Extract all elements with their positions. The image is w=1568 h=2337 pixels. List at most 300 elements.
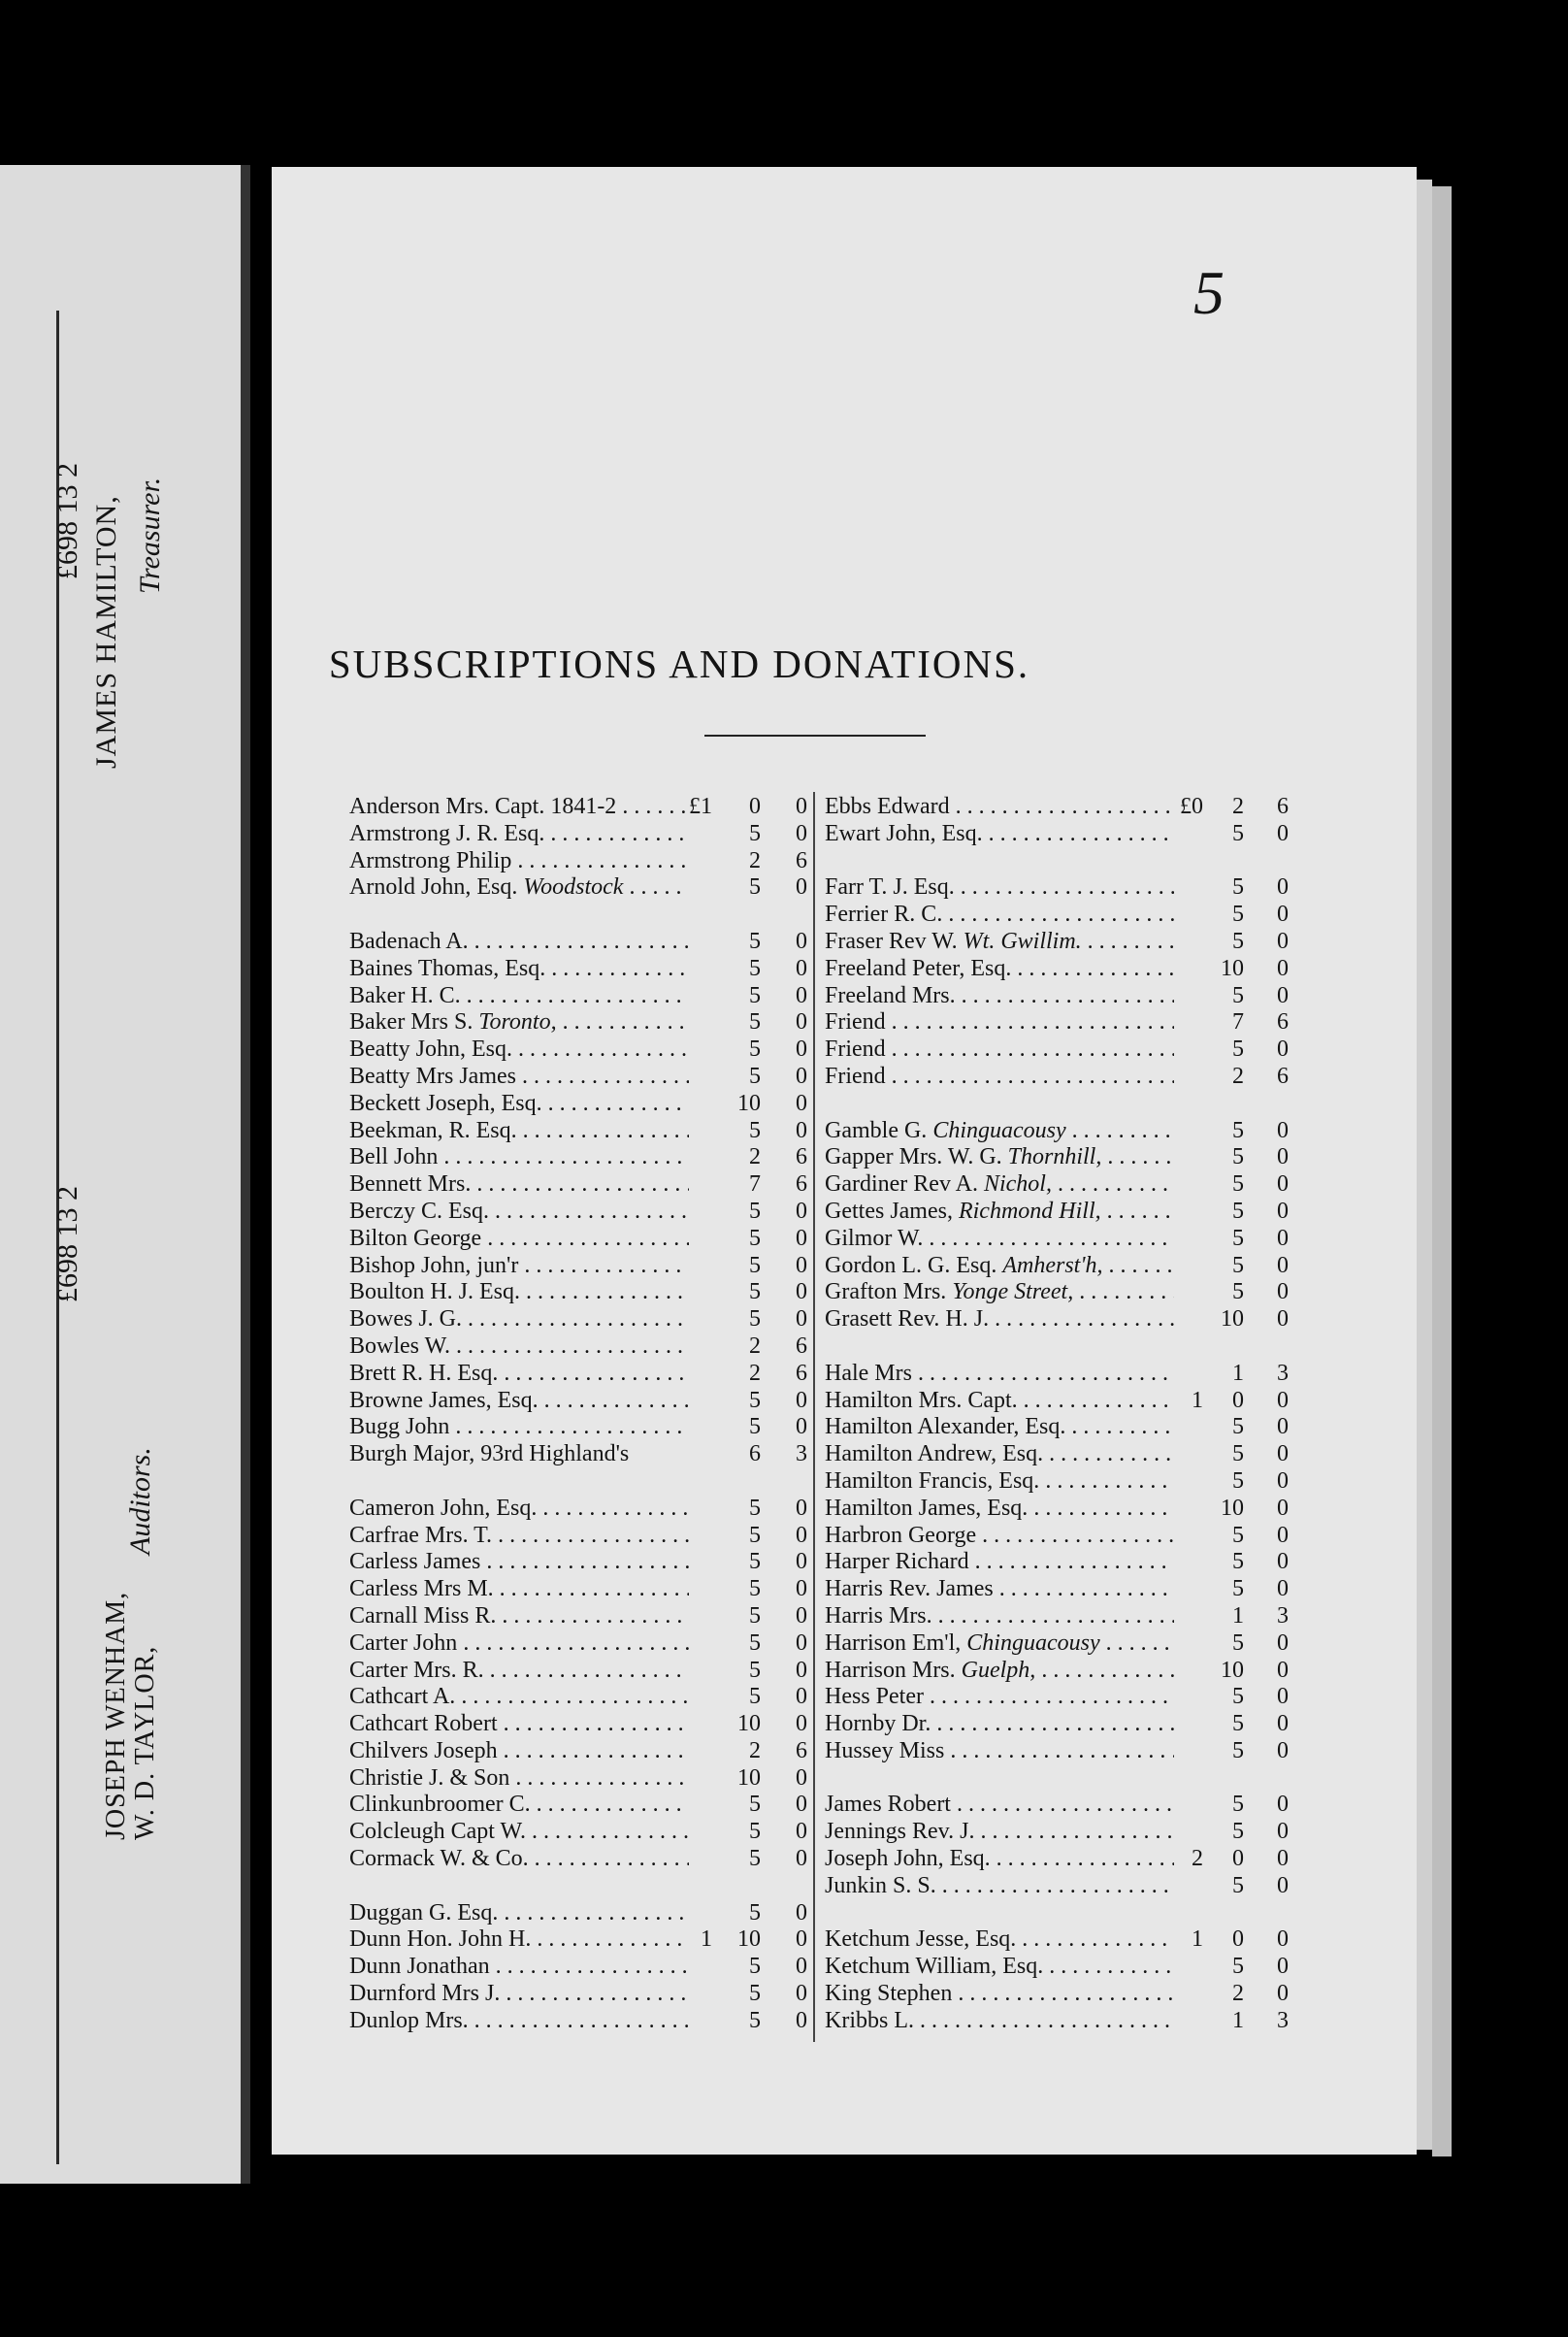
subscriber-name [825, 1792, 1174, 1819]
name-text: Carfrae Mrs. T. [349, 1522, 493, 1548]
amount-pence: 0 [796, 1792, 807, 1818]
list-item [349, 1037, 807, 1064]
name-text: Durnford Mrs J. [349, 1981, 501, 2007]
amount-pounds [1174, 929, 1203, 956]
spacer [825, 848, 1289, 875]
subscriber-name [825, 1064, 1174, 1091]
amount-pounds [689, 1549, 712, 1576]
list-item [349, 1549, 807, 1576]
subscriber-name [825, 1279, 1174, 1306]
list-item [349, 1981, 807, 2008]
place-text: Yonge Street, [952, 1279, 1074, 1305]
amount-pence: 0 [1277, 1037, 1289, 1063]
amount-pence: 0 [1277, 928, 1289, 954]
amount-pence: 0 [796, 1117, 807, 1143]
amount-pounds [1174, 1009, 1203, 1037]
place-text: Woodstock [523, 874, 624, 901]
subscriber-name [825, 1171, 1174, 1199]
amount-pence: 3 [1277, 1602, 1289, 1629]
amount-shillings: 5 [1232, 1414, 1244, 1440]
amount-pounds [689, 1441, 712, 1468]
list-item [825, 1549, 1289, 1576]
amount-pence: 0 [1277, 820, 1289, 846]
amount-shillings: 5 [749, 1225, 761, 1251]
amount-pounds [689, 1738, 712, 1765]
amount-pence: 0 [796, 1764, 807, 1791]
list-item [825, 1926, 1289, 1954]
amount-shillings: 5 [1232, 1252, 1244, 1278]
subscriber-name [349, 1738, 689, 1765]
amount-pence: 0 [1277, 1629, 1289, 1656]
amount-pounds: £1 [689, 794, 712, 819]
subscriber-name [825, 1684, 1174, 1711]
amount-shillings: 5 [749, 1899, 761, 1926]
spacer [825, 1900, 1289, 1927]
name-text: Farr T. J. Esq. [825, 874, 955, 901]
amount-shillings: 5 [749, 1576, 761, 1602]
list-item [349, 1711, 807, 1738]
subscriber-name [349, 1009, 689, 1037]
name-text: Bugg John [349, 1414, 450, 1440]
list-item [349, 1658, 807, 1685]
name-text: Bell John [349, 1144, 439, 1170]
name-text: Ferrier R. C. [825, 902, 943, 928]
amount-pence: 0 [796, 955, 807, 981]
spacer [349, 1873, 807, 1900]
amount-pounds [1174, 1684, 1203, 1711]
name-text: Hale Mrs [825, 1360, 912, 1386]
name-text: Carter Mrs. R. [349, 1657, 484, 1683]
spacer [825, 1091, 1289, 1118]
list-item [349, 1846, 807, 1873]
subscriber-name [349, 1846, 689, 1873]
name-text: Ketchum William, Esq. [825, 1954, 1044, 1980]
amount-pence: 0 [1277, 1279, 1289, 1305]
amount-shillings: 6 [749, 1441, 761, 1467]
subscriber-name [349, 1064, 689, 1091]
amount-pounds [1174, 1306, 1203, 1333]
amount-pence: 0 [1277, 1549, 1289, 1575]
place-text: Toronto, [478, 1009, 557, 1036]
amount-shillings: 2 [1232, 1063, 1244, 1089]
subscriber-name [349, 1144, 689, 1171]
amount-pounds: £0 [1180, 794, 1203, 819]
amount-pounds [1174, 1118, 1203, 1145]
name-text: Hess Peter [825, 1684, 924, 1710]
amount-pence: 0 [796, 1657, 807, 1683]
list-item [825, 1441, 1289, 1468]
list-item [349, 1064, 807, 1091]
amount-pence: 0 [796, 1037, 807, 1063]
spacer [349, 1468, 807, 1496]
list-item [349, 956, 807, 983]
name-text: Carter John [349, 1629, 458, 1656]
amount-shillings: 10 [1221, 1495, 1244, 1521]
subscriber-name [825, 1144, 1174, 1171]
list-item [349, 983, 807, 1010]
subscriber-name [349, 1091, 689, 1118]
amount-pence: 0 [1277, 1872, 1289, 1898]
amount-pence: 0 [796, 1225, 807, 1251]
amount-pence: 0 [1277, 1387, 1289, 1413]
name-text: Ketchum Jesse, Esq. [825, 1926, 1017, 1953]
amount-shillings: 2 [1232, 1981, 1244, 2007]
amount-pence: 0 [796, 1279, 807, 1305]
list-item [825, 1603, 1289, 1630]
subscriber-name [349, 794, 689, 821]
name-text: Junkin S. S. [825, 1872, 936, 1898]
name-text: Duggan G. Esq. [349, 1899, 499, 1926]
subscriber-name [825, 1981, 1174, 2008]
amount-pounds [1174, 1523, 1203, 1550]
amount-pence: 0 [796, 1387, 807, 1413]
amount-shillings: 10 [737, 1711, 761, 1737]
amount-pence: 0 [796, 1629, 807, 1656]
amount-pence: 0 [796, 794, 807, 819]
name-text: Hamilton Alexander, Esq. [825, 1414, 1066, 1440]
amount-pence: 0 [1277, 1441, 1289, 1467]
amount-pence: 0 [1277, 955, 1289, 981]
amount-shillings: 5 [1232, 1549, 1244, 1575]
amount-shillings: 5 [749, 955, 761, 981]
list-item [349, 1279, 807, 1306]
name-text: Cathcart A. [349, 1684, 456, 1710]
amount-pounds [689, 1306, 712, 1333]
list-item [825, 821, 1289, 848]
amount-shillings: 5 [749, 1279, 761, 1305]
amount-pounds [1174, 874, 1203, 902]
list-item [349, 1199, 807, 1226]
amount-pounds [689, 929, 712, 956]
list-item [349, 821, 807, 848]
place-text: Amherst'h, [1002, 1252, 1103, 1278]
amount-shillings: 10 [1221, 1306, 1244, 1333]
name-text: Badenach A. [349, 928, 469, 954]
list-item [825, 1468, 1289, 1496]
amount-shillings: 0 [749, 794, 761, 819]
amount-pence: 0 [1277, 1711, 1289, 1737]
amount-pounds [689, 1226, 712, 1253]
amount-pounds [689, 1711, 712, 1738]
subscriber-name [349, 1414, 689, 1441]
amount-pounds [689, 1523, 712, 1550]
subscriber-name [349, 1388, 689, 1415]
subscriber-name [349, 1549, 689, 1576]
amount-pounds [689, 1253, 712, 1280]
subscriber-name [825, 1361, 1174, 1388]
name-text: Colcleugh Capt W. [349, 1819, 526, 1845]
amount-shillings: 5 [749, 1602, 761, 1629]
amount-shillings: 5 [749, 928, 761, 954]
subscriber-name [825, 1523, 1174, 1550]
amount-shillings: 2 [749, 1333, 761, 1359]
amount-shillings: 5 [749, 1819, 761, 1845]
amount-pounds [689, 1388, 712, 1415]
subscriber-name [825, 1819, 1174, 1846]
amount-pounds [1174, 1738, 1203, 1765]
amount-pounds [1174, 1226, 1203, 1253]
name-text: Harris Rev. James [825, 1576, 994, 1602]
amount-pounds [1174, 1549, 1203, 1576]
amount-pounds [689, 1064, 712, 1091]
name-text: Baker Mrs S. [349, 1009, 474, 1036]
amount-shillings: 5 [749, 1414, 761, 1440]
name-text: Dunn Hon. John H. [349, 1926, 532, 1953]
list-item [825, 1037, 1289, 1064]
amount-pence: 6 [1277, 794, 1289, 819]
amount-pounds [689, 821, 712, 848]
subscriber-list-left [349, 794, 807, 2035]
amount-shillings: 0 [1232, 1926, 1244, 1953]
name-text: Beckett Joseph, Esq. [349, 1090, 542, 1116]
amount-shillings: 10 [737, 1090, 761, 1116]
amount-pounds: 1 [1192, 1926, 1203, 1953]
page-mark: 5 [1193, 258, 1225, 327]
list-item [825, 1630, 1289, 1658]
name-text: Beatty John, Esq. [349, 1037, 512, 1063]
subscriber-name [825, 1253, 1174, 1280]
list-item [349, 1738, 807, 1765]
subscriber-name [825, 2008, 1174, 2035]
subscriber-name [349, 1279, 689, 1306]
name-text: Bilton George [349, 1225, 482, 1251]
amount-pounds [1174, 1873, 1203, 1900]
subscriber-name [825, 1009, 1174, 1037]
amount-pence: 6 [796, 847, 807, 873]
list-item [825, 1361, 1289, 1388]
name-text: Beekman, R. Esq. [349, 1117, 517, 1143]
amount-pounds [1174, 1468, 1203, 1496]
amount-shillings: 5 [1232, 1279, 1244, 1305]
subscriber-name [825, 1846, 1174, 1873]
facing-page [0, 165, 250, 2184]
subscriber-name [349, 1199, 689, 1226]
list-item [349, 1496, 807, 1523]
amount-shillings: 5 [1232, 982, 1244, 1008]
name-text: Gettes James, [825, 1198, 953, 1224]
subscriber-name [349, 1306, 689, 1333]
name-text: Bowles W. [349, 1333, 451, 1359]
amount-pence: 0 [1277, 1576, 1289, 1602]
subscriber-name [825, 1468, 1174, 1496]
auditor-total: £698 13 2 [51, 1186, 83, 1302]
subscriber-name [349, 1441, 689, 1468]
amount-shillings: 10 [737, 1926, 761, 1953]
amount-pence: 0 [796, 2007, 807, 2033]
amount-pence: 0 [1277, 1846, 1289, 1872]
amount-shillings: 5 [1232, 1792, 1244, 1818]
subscriber-name [349, 929, 689, 956]
name-text: Gapper Mrs. W. G. [825, 1144, 1002, 1170]
name-text: Gardiner Rev A. [825, 1171, 978, 1198]
name-text: Carless James [349, 1549, 481, 1575]
name-text: Dunlop Mrs. [349, 2007, 469, 2033]
amount-pounds [689, 1091, 712, 1118]
list-item [825, 1576, 1289, 1603]
amount-pounds [1174, 1711, 1203, 1738]
list-item [825, 956, 1289, 983]
amount-pence: 0 [796, 1926, 807, 1953]
subscriber-name [825, 1414, 1174, 1441]
amount-pounds [689, 1819, 712, 1846]
amount-pounds [1174, 983, 1203, 1010]
amount-shillings: 2 [749, 1360, 761, 1386]
amount-pence: 0 [796, 1522, 807, 1548]
name-text: Carless Mrs M. [349, 1576, 494, 1602]
name-text: Harper Richard [825, 1549, 969, 1575]
amount-pounds [1174, 1361, 1203, 1388]
amount-pence: 0 [1277, 1684, 1289, 1710]
list-item [825, 1819, 1289, 1846]
list-item [349, 1523, 807, 1550]
list-item [825, 874, 1289, 902]
list-item [349, 929, 807, 956]
subscriber-name [349, 1171, 689, 1199]
subscriber-name [825, 1306, 1174, 1333]
amount-pounds: 2 [1192, 1846, 1203, 1872]
amount-pounds [1174, 1792, 1203, 1819]
name-text: Joseph John, Esq. [825, 1846, 991, 1872]
name-text: Hamilton James, Esq. [825, 1495, 1029, 1521]
treasurer-total: £698 13 2 [51, 463, 83, 579]
amount-pounds [1174, 2008, 1203, 2035]
amount-pence: 3 [1277, 2007, 1289, 2033]
amount-pounds [689, 1981, 712, 2008]
amount-pence: 0 [796, 1602, 807, 1629]
amount-pence: 3 [1277, 1360, 1289, 1386]
subscriber-name [349, 1576, 689, 1603]
subscriber-name [825, 1199, 1174, 1226]
treasurer-title: Treasurer. [134, 477, 166, 594]
name-text: Grafton Mrs. [825, 1279, 947, 1305]
amount-shillings: 5 [1232, 1819, 1244, 1845]
list-item [349, 1576, 807, 1603]
name-text: Hamilton Mrs. Capt. [825, 1387, 1018, 1413]
amount-pence: 0 [796, 1252, 807, 1278]
amount-pounds [689, 1144, 712, 1171]
list-item [825, 983, 1289, 1010]
amount-shillings: 10 [1221, 955, 1244, 981]
list-item [825, 1118, 1289, 1145]
amount-shillings: 2 [749, 847, 761, 873]
amount-shillings: 5 [749, 1657, 761, 1683]
list-item [349, 1792, 807, 1819]
amount-pence: 0 [1277, 1954, 1289, 1980]
amount-pounds [689, 848, 712, 875]
name-text: Harrison Em'l, [825, 1629, 962, 1656]
amount-shillings: 5 [1232, 1198, 1244, 1224]
amount-shillings: 5 [749, 1549, 761, 1575]
name-text: Gamble G. [825, 1117, 928, 1143]
list-item [825, 1846, 1289, 1873]
amount-pence: 6 [796, 1333, 807, 1359]
amount-pounds [689, 1414, 712, 1441]
amount-pence: 0 [1277, 1926, 1289, 1953]
amount-shillings: 5 [1232, 1171, 1244, 1198]
amount-shillings: 5 [1232, 1522, 1244, 1548]
list-item [349, 1819, 807, 1846]
amount-pence: 0 [1277, 1737, 1289, 1763]
amount-shillings: 5 [1232, 902, 1244, 928]
amount-pounds [1174, 956, 1203, 983]
column-divider [813, 792, 815, 2042]
spacer [825, 1765, 1289, 1793]
name-text: Hamilton Andrew, Esq. [825, 1441, 1044, 1467]
list-item [825, 1792, 1289, 1819]
amount-pence: 6 [796, 1144, 807, 1170]
amount-pounds [1174, 1496, 1203, 1523]
subscriber-name [825, 1441, 1174, 1468]
list-item [825, 1684, 1289, 1711]
title-rule [704, 735, 926, 737]
amount-pence: 0 [1277, 1819, 1289, 1845]
amount-pence: 0 [1277, 1657, 1289, 1683]
name-text: Arnold John, Esq. [349, 874, 518, 901]
subscriber-name [825, 1711, 1174, 1738]
name-text: Hornby Dr. [825, 1711, 931, 1737]
list-item [825, 1306, 1289, 1333]
subscriber-name [349, 1630, 689, 1658]
list-item [825, 1144, 1289, 1171]
amount-pence: 6 [796, 1737, 807, 1763]
list-item [349, 848, 807, 875]
auditor-title: Auditors. [124, 1447, 156, 1555]
subscriber-name [349, 821, 689, 848]
amount-pence: 0 [796, 928, 807, 954]
amount-pounds [1174, 1576, 1203, 1603]
amount-shillings: 5 [1232, 1872, 1244, 1898]
name-text: Ebbs Edward [825, 794, 950, 819]
list-item [349, 1171, 807, 1199]
amount-shillings: 5 [1232, 1954, 1244, 1980]
name-text: Friend [825, 1063, 886, 1089]
spacer [825, 1333, 1289, 1361]
amount-shillings: 5 [1232, 1467, 1244, 1494]
amount-shillings: 5 [1232, 928, 1244, 954]
amount-pence: 6 [1277, 1009, 1289, 1036]
list-item [825, 1226, 1289, 1253]
list-item [825, 1738, 1289, 1765]
name-text: Browne James, Esq. [349, 1387, 539, 1413]
list-item [349, 1684, 807, 1711]
name-text: Armstrong J. R. Esq. [349, 820, 545, 846]
subscriber-name [825, 1603, 1174, 1630]
amount-pounds [1174, 1819, 1203, 1846]
page-edge [1417, 180, 1432, 2150]
list-item [825, 1388, 1289, 1415]
name-text: Burgh Major, 93rd Highland's [349, 1441, 630, 1467]
amount-shillings: 5 [749, 982, 761, 1008]
amount-shillings: 5 [1232, 1441, 1244, 1467]
amount-pence: 0 [796, 1846, 807, 1872]
amount-pounds [1174, 1279, 1203, 1306]
list-item [349, 1118, 807, 1145]
place-text: Nichol, [983, 1171, 1052, 1198]
amount-pence: 0 [796, 1063, 807, 1089]
list-item [825, 1171, 1289, 1199]
amount-shillings: 1 [1232, 1602, 1244, 1629]
amount-shillings: 5 [749, 1495, 761, 1521]
subscriber-name [825, 902, 1174, 929]
amount-pounds [689, 1037, 712, 1064]
list-item [825, 1496, 1289, 1523]
subscriber-name [825, 1873, 1174, 1900]
amount-shillings: 2 [749, 1737, 761, 1763]
subscriber-name [825, 821, 1174, 848]
amount-pence: 6 [796, 1171, 807, 1198]
list-item [349, 2008, 807, 2035]
amount-pence: 0 [796, 1576, 807, 1602]
